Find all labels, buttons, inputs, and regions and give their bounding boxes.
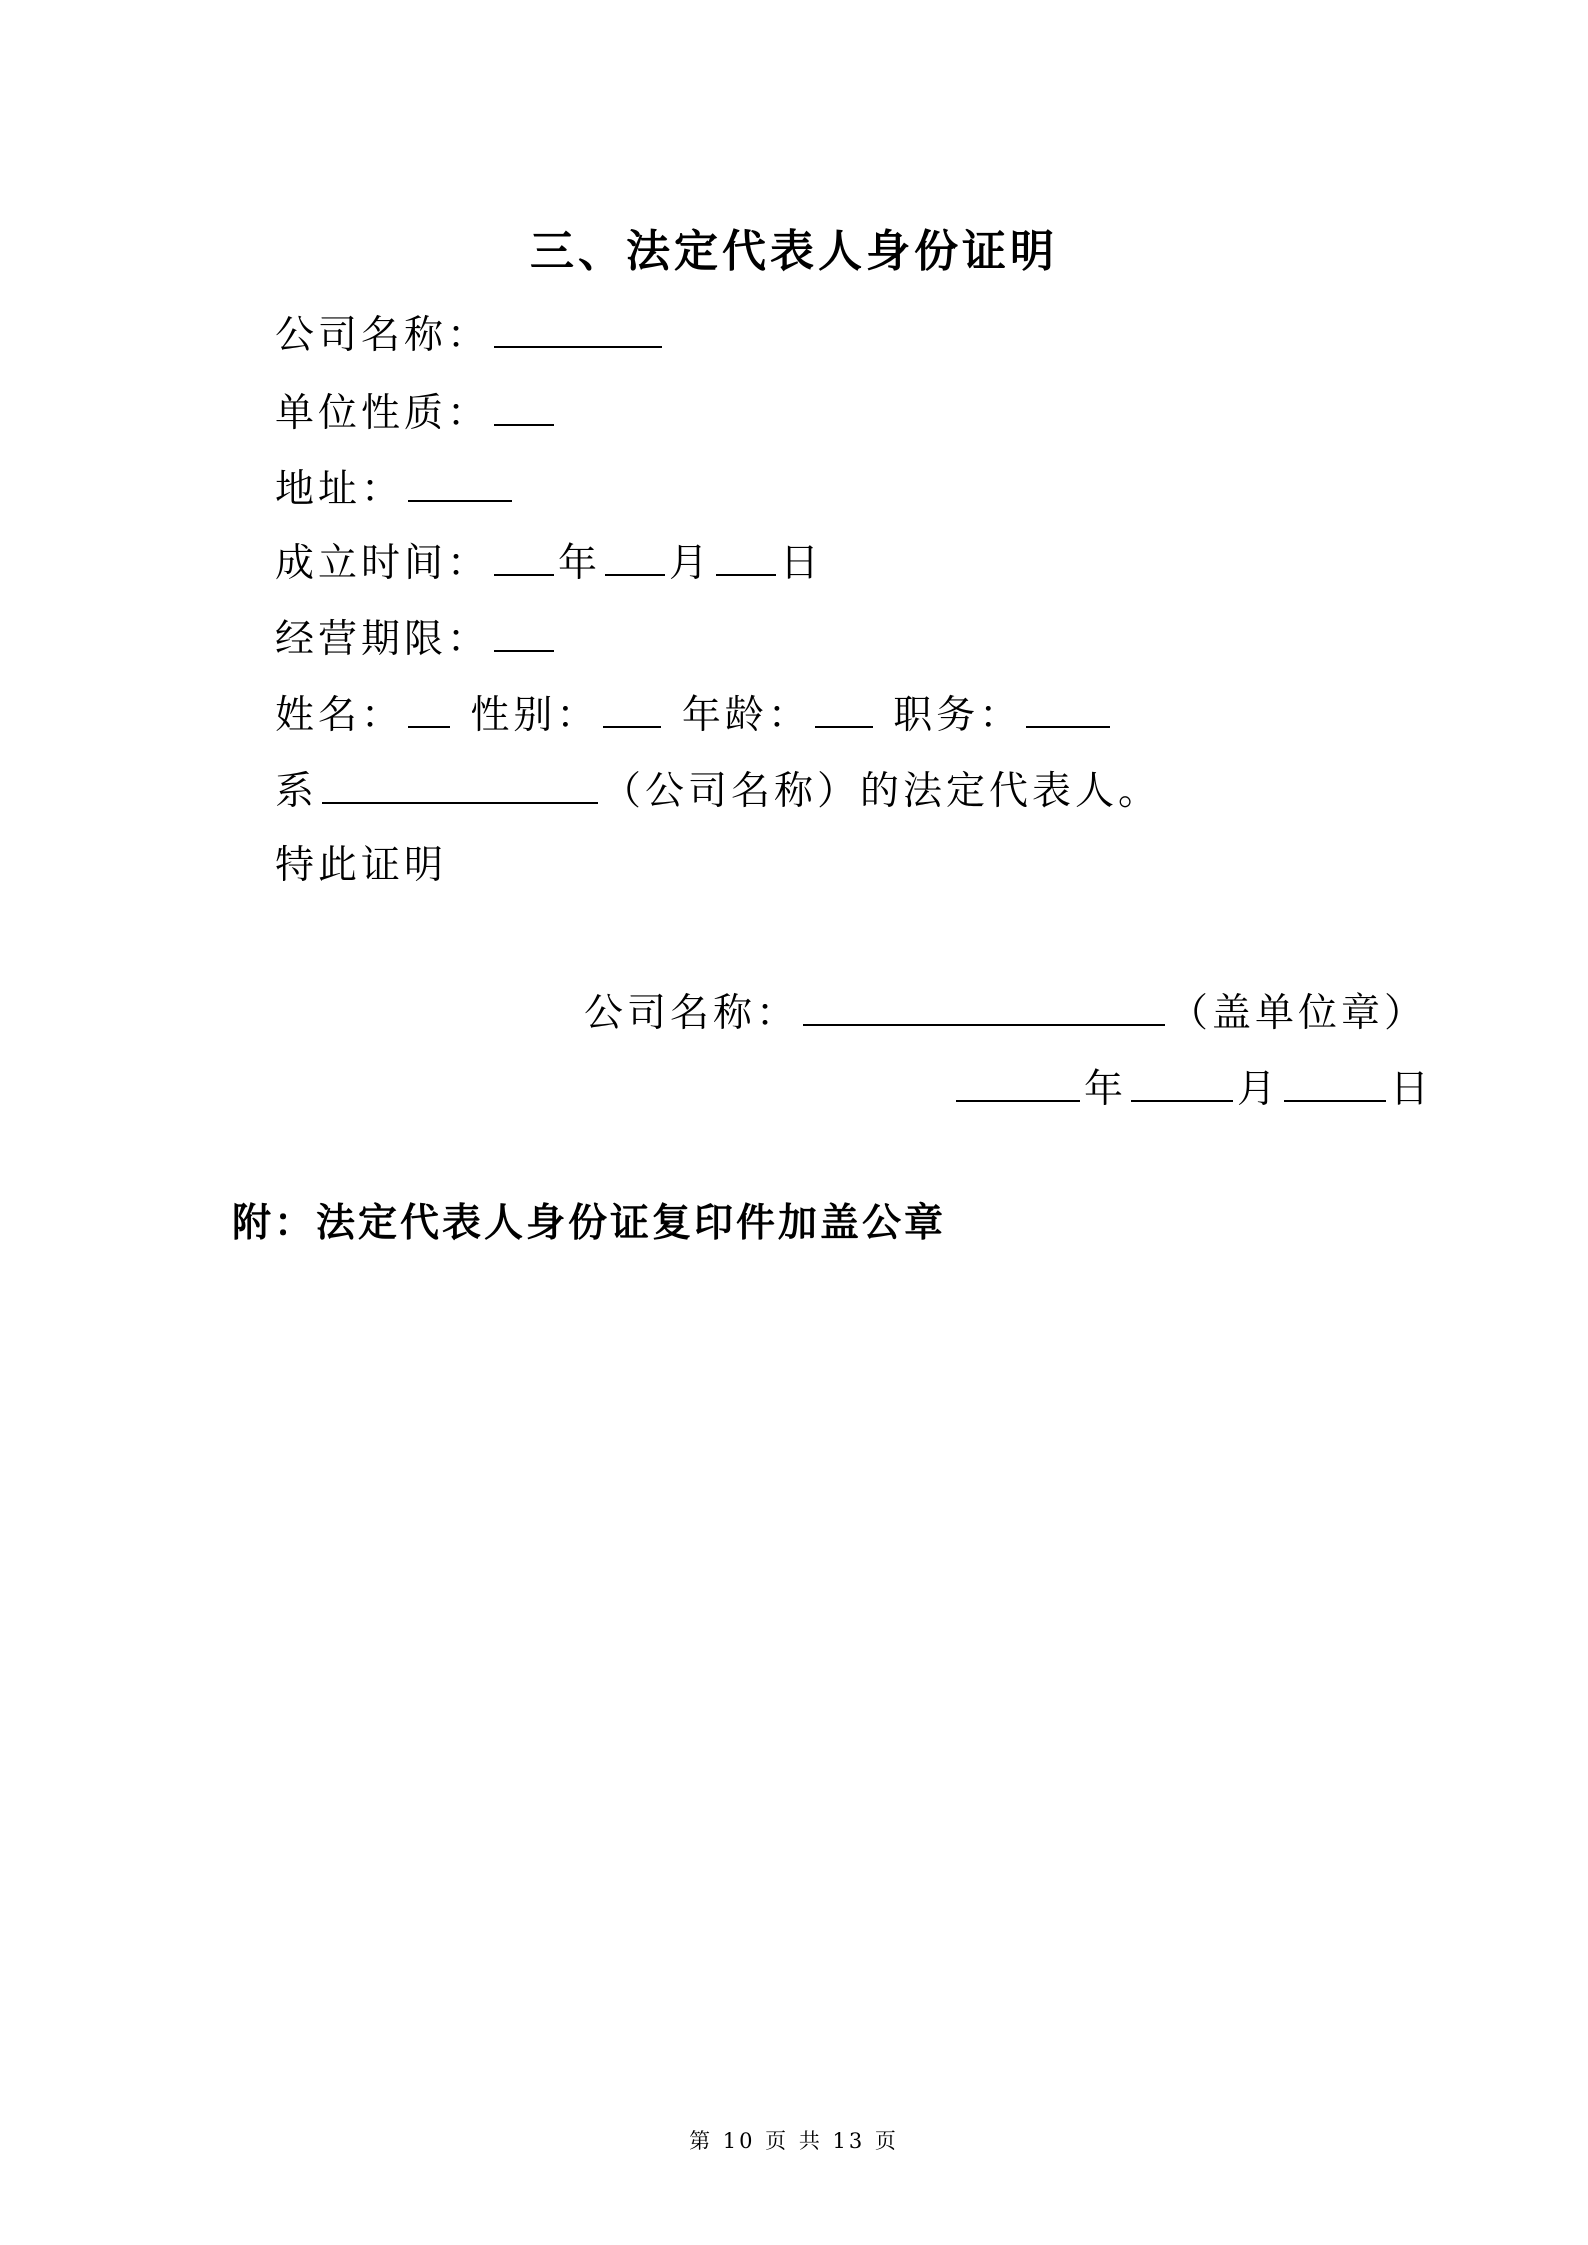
signature-month-unit: 月 — [1237, 1067, 1281, 1112]
company-name-label: 公司名称： — [275, 313, 491, 358]
term-blank[interactable] — [494, 614, 554, 652]
founded-month-blank[interactable] — [605, 538, 665, 576]
signature-year-unit: 年 — [1084, 1067, 1128, 1112]
founded-year-blank[interactable] — [494, 538, 554, 576]
founded-row — [275, 536, 823, 592]
person-row — [275, 688, 1114, 744]
name-label: 姓名： — [275, 693, 405, 738]
gender-label: 性别： — [470, 693, 600, 738]
signature-day-blank[interactable] — [1284, 1064, 1386, 1102]
relation-prefix: 系 — [275, 769, 319, 814]
position-blank[interactable] — [1026, 690, 1110, 728]
signature-company-row — [584, 986, 1427, 1042]
address-row — [275, 462, 516, 518]
term-label: 经营期限： — [275, 617, 491, 662]
unit-nature-row — [275, 386, 558, 442]
signature-day-unit: 日 — [1390, 1067, 1434, 1112]
signature-company-label: 公司名称： — [584, 991, 800, 1036]
founded-day-blank[interactable] — [716, 538, 776, 576]
seal-note: （盖单位章） — [1169, 991, 1428, 1036]
founded-label: 成立时间： — [275, 541, 491, 586]
founded-day-unit: 日 — [780, 541, 824, 586]
address-blank[interactable] — [408, 464, 512, 502]
relation-suffix: （公司名称）的法定代表人。 — [602, 769, 1162, 814]
hereby-text: 特此证明 — [275, 843, 448, 888]
age-blank[interactable] — [815, 690, 873, 728]
gender-blank[interactable] — [603, 690, 661, 728]
signature-month-blank[interactable] — [1131, 1064, 1233, 1102]
unit-nature-blank[interactable] — [494, 388, 554, 426]
relation-company-blank[interactable] — [322, 766, 598, 804]
page-footer: 第 10 页 共 13 页 — [689, 2129, 899, 2153]
page-title: 三、法定代表人身份证明 — [530, 226, 1058, 277]
address-label: 地址： — [275, 467, 405, 512]
unit-nature-label: 单位性质： — [275, 391, 491, 436]
attachment-note: 附：法定代表人身份证复印件加盖公章 — [232, 1201, 947, 1246]
founded-year-unit: 年 — [558, 541, 602, 586]
relation-row — [275, 764, 1161, 820]
company-name-row — [275, 308, 666, 364]
signature-company-blank[interactable] — [803, 988, 1165, 1026]
signature-year-blank[interactable] — [956, 1064, 1080, 1102]
position-label: 职务： — [893, 693, 1023, 738]
company-name-blank[interactable] — [494, 310, 662, 348]
term-row — [275, 612, 558, 668]
age-label: 年龄： — [681, 693, 811, 738]
name-blank[interactable] — [408, 690, 450, 728]
signature-date-row — [952, 1062, 1433, 1118]
founded-month-unit: 月 — [669, 541, 713, 586]
